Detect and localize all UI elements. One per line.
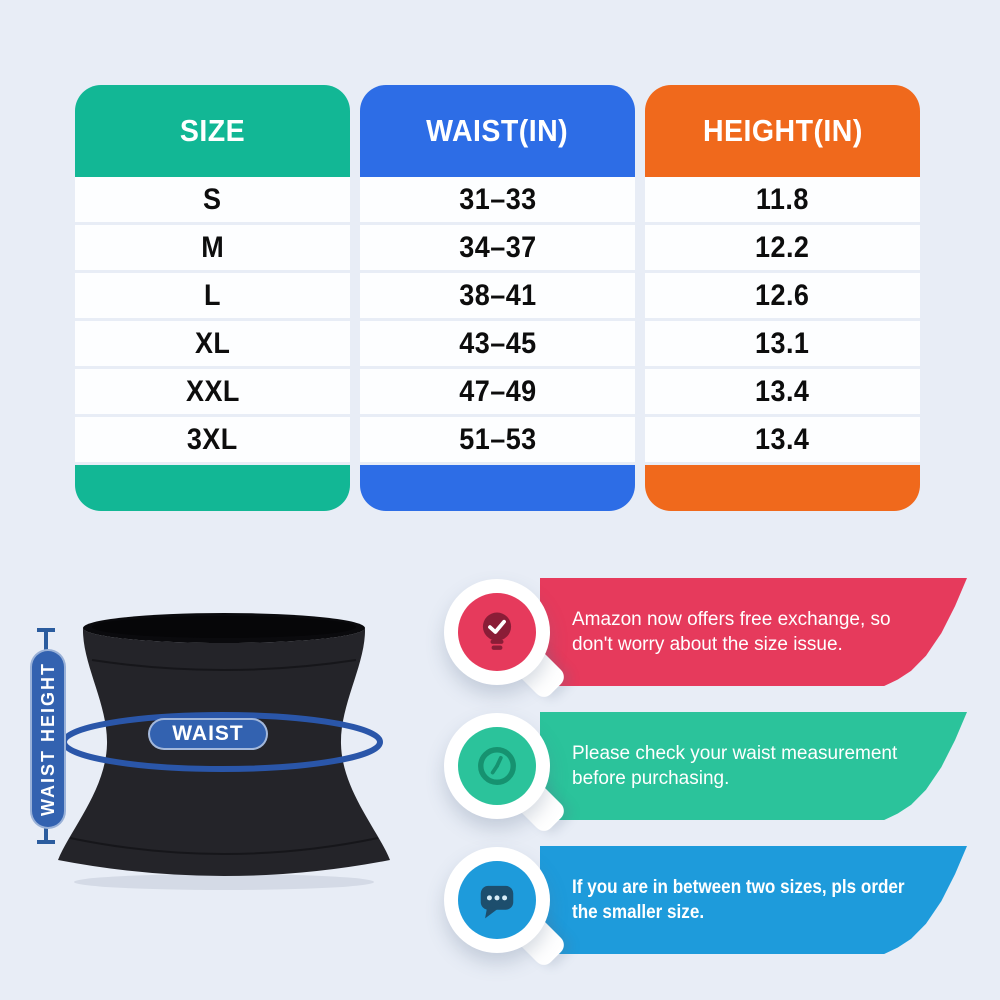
table-cell — [360, 417, 635, 462]
callout-text: If you are in between two sizes, pls order the smaller size. — [572, 876, 905, 923]
column-footer-size — [75, 465, 350, 511]
table-cell — [360, 369, 635, 414]
table-cell-value: 13.4 — [755, 374, 810, 408]
column-rows — [360, 177, 635, 462]
table-cell-value: L — [204, 278, 221, 312]
table-cell-value: 34–37 — [458, 230, 537, 264]
measure-cap-top — [37, 628, 55, 632]
column-header-waist — [360, 85, 635, 177]
table-cell-value: S — [203, 182, 222, 216]
table-cell — [75, 273, 350, 318]
table-cell — [75, 417, 350, 462]
table-cell — [645, 225, 920, 270]
table-cell — [75, 321, 350, 366]
bulb-check-icon — [444, 579, 550, 685]
table-cell-value: XL — [194, 326, 231, 360]
chat-dots-icon-badge — [458, 861, 536, 939]
table-cell — [645, 417, 920, 462]
table-cell-value: 11.8 — [756, 182, 809, 216]
measure-cap-bottom — [37, 840, 55, 844]
table-cell — [75, 369, 350, 414]
table-cell — [360, 321, 635, 366]
table-cell-value: 13.1 — [755, 326, 810, 360]
column-header-height — [645, 85, 920, 177]
waist-label-text: WAIST — [172, 722, 244, 745]
table-cell-value: 51–53 — [458, 422, 537, 456]
table-cell-value: 13.4 — [755, 422, 810, 456]
table-cell — [645, 321, 920, 366]
chat-dots-icon — [444, 847, 550, 953]
clock-icon — [444, 713, 550, 819]
table-cell — [360, 225, 635, 270]
table-cell-value: 12.2 — [755, 230, 810, 264]
table-cell-value: XXL — [185, 374, 240, 408]
table-cell — [645, 369, 920, 414]
table-cell — [75, 225, 350, 270]
table-cell — [645, 273, 920, 318]
column-header-label: HEIGHT(IN) — [702, 113, 863, 148]
table-cell — [75, 177, 350, 222]
callout-between-sizes — [444, 846, 970, 954]
column-footer-height — [645, 465, 920, 511]
column-footer-waist — [360, 465, 635, 511]
table-cell-value: 12.6 — [755, 278, 810, 312]
column-rows — [645, 177, 920, 462]
table-cell-value: M — [201, 230, 224, 264]
garment-shadow — [74, 874, 374, 890]
table-column-size — [75, 85, 350, 511]
column-header-label: WAIST(IN) — [426, 113, 569, 148]
waist-label — [148, 718, 268, 750]
table-cell-value: 3XL — [187, 422, 238, 456]
callout-text: Please check your waist measurement before purchasing. — [572, 742, 898, 789]
column-header-label: SIZE — [179, 113, 246, 148]
table-cell-value: 43–45 — [458, 326, 537, 360]
callout-free-exchange — [444, 578, 970, 686]
waist-height-label — [30, 649, 66, 829]
table-cell — [360, 177, 635, 222]
garment-opening-inner — [92, 616, 356, 638]
callout-text: Amazon now offers free exchange, so don't worry about the size issue. — [572, 608, 891, 655]
table-cell — [360, 273, 635, 318]
column-header-size — [75, 85, 350, 177]
table-cell-value: 38–41 — [458, 278, 537, 312]
table-cell-value: 47–49 — [458, 374, 537, 408]
table-cell-value: 31–33 — [458, 182, 537, 216]
column-rows — [75, 177, 350, 462]
size-chart-table — [75, 85, 920, 511]
table-cell — [645, 177, 920, 222]
bulb-check-icon-badge — [458, 593, 536, 671]
clock-icon-badge — [458, 727, 536, 805]
callout-check-measurement — [444, 712, 970, 820]
waist-height-label-text: WAIST HEIGHT — [37, 662, 58, 816]
table-column-waist — [360, 85, 635, 511]
waist-trainer-body — [58, 628, 390, 876]
table-column-height — [645, 85, 920, 511]
